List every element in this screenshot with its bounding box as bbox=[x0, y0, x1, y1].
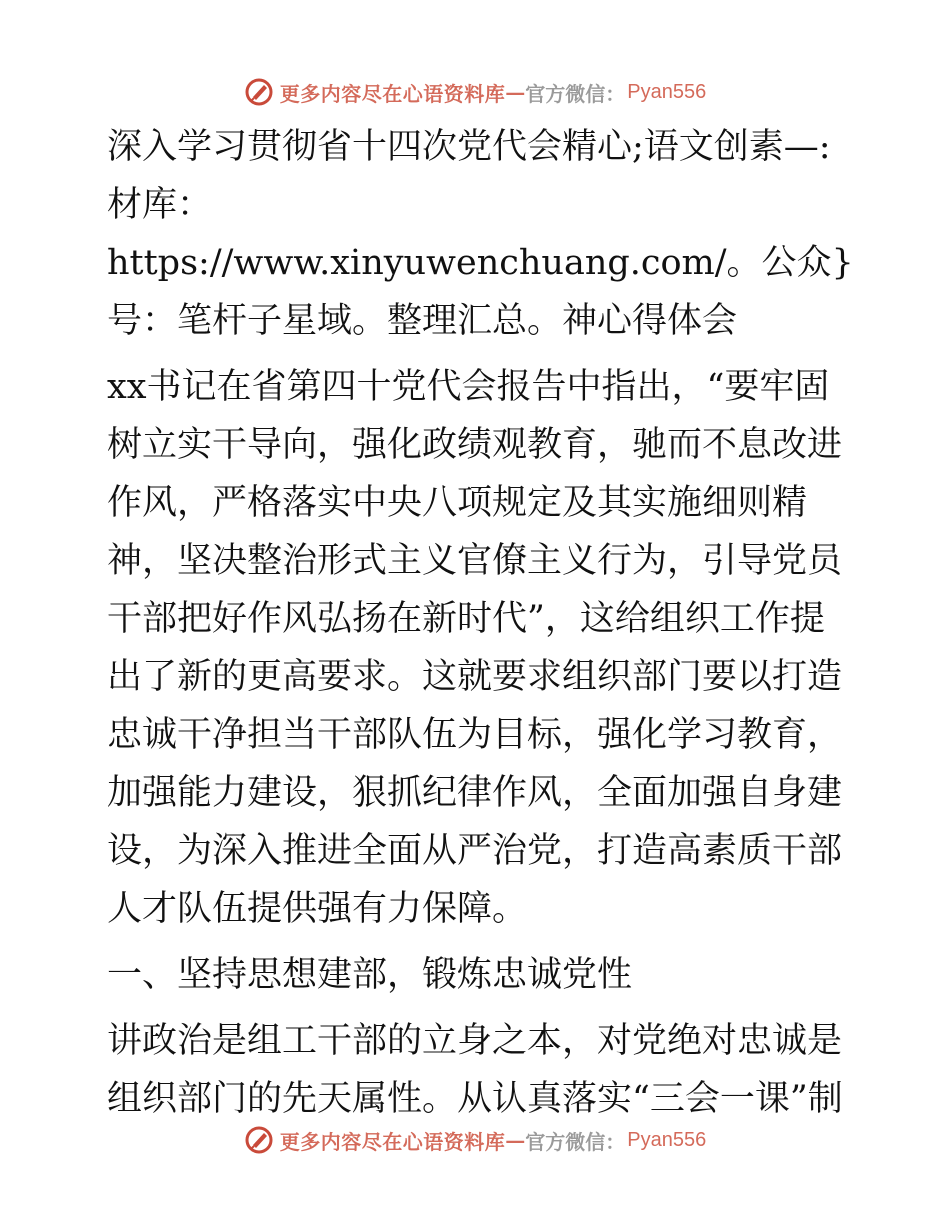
banner-text: 更多内容尽在心语资料库 bbox=[279, 81, 506, 106]
footer-watermark bbox=[0, 1120, 950, 1160]
banner-wechat-id: Pyan556 bbox=[627, 80, 707, 103]
banner-text: 更多内容尽在心语资料库 bbox=[279, 1129, 506, 1154]
banner-separator: — bbox=[505, 80, 526, 104]
banner-wechat-label: 官方微信： bbox=[525, 81, 626, 106]
paragraph-body: xx书记在省第四十党代会报告中指出，“要牢固树立实干导向，强化政绩观教育，驰而不息改进作风，严格落实中央八项规定及其实施细则精神，坚决整治形式主义官僚主义行为，引导党员干部把好作风弘扬在新时代”，这给组织工作提出了新的更高要求。这就要求组织部门要以打造忠诚干净担当干部队伍为目标，强化学习教育，加强能力建设，狠抓纪律作风，全面加强自身建设，为深入推进全面从严治党，打造高素质干部人才队伍提供强有力保障。 bbox=[107, 367, 843, 929]
document-body bbox=[98, 118, 858, 1136]
banner-wechat-label: 官方微信： bbox=[525, 1129, 626, 1154]
section-heading: 一、坚持思想建部，锻炼忠诚党性 bbox=[107, 955, 633, 995]
banner-separator: — bbox=[505, 1128, 526, 1152]
paragraph-body-2: 讲政治是组工干部的立身之本，对党绝对忠诚是组织部门的先天属性。从认真落实“三会一课”制 bbox=[107, 1021, 843, 1119]
banner-wechat-id: Pyan556 bbox=[627, 1128, 707, 1151]
header-watermark bbox=[0, 72, 950, 112]
brand-logo-icon bbox=[244, 77, 274, 107]
brand-logo-icon bbox=[244, 1125, 274, 1155]
paragraph-title: 深入学习贯彻省十四次党代会精心;语文创素—:材库：https://www.xinyuwenchuang.com/。公众}号：笔杆子星域。整理汇总。神心得体会 bbox=[107, 127, 854, 341]
